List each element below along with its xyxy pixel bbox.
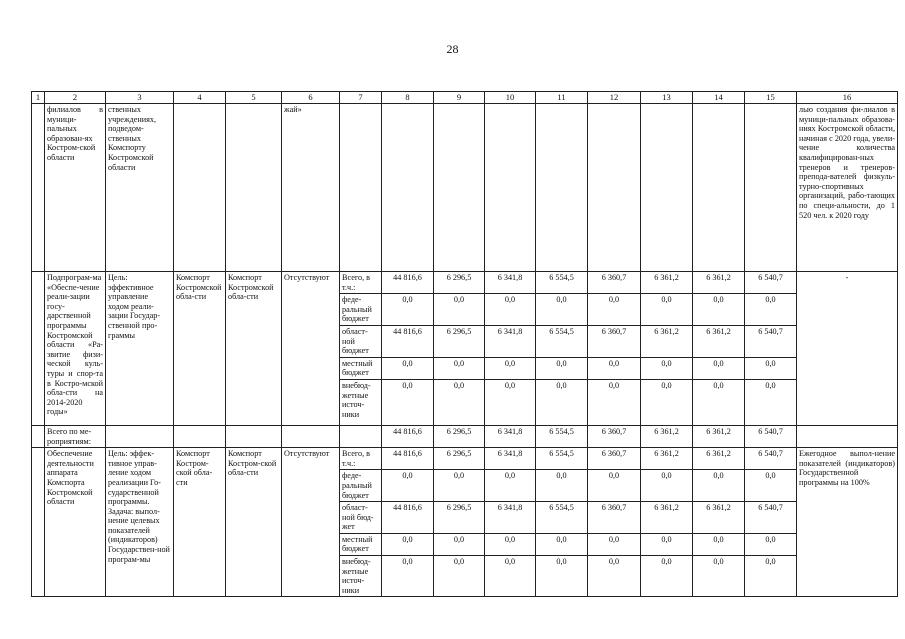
cell-value: 6 296,5 bbox=[434, 448, 485, 470]
cell-value: 6 341,8 bbox=[485, 448, 536, 470]
cell-value: 0,0 bbox=[434, 470, 485, 502]
cell-source: Всего, в т.ч.: bbox=[340, 272, 382, 294]
cell-source: внебюд-жетные источ-ники bbox=[340, 379, 382, 425]
cell-value: 0,0 bbox=[536, 357, 588, 379]
cell-value: 6 341,8 bbox=[485, 425, 536, 447]
column-number: 9 bbox=[434, 92, 485, 104]
cell-goal: Цель: эффективное управление ходом реали-зации Государ-ственной про-граммы bbox=[106, 272, 174, 426]
column-number: 12 bbox=[588, 92, 641, 104]
column-number: 2 bbox=[45, 92, 106, 104]
cell-value: 0,0 bbox=[485, 379, 536, 425]
cell-value: 44 816,6 bbox=[382, 502, 434, 534]
table-row bbox=[32, 448, 898, 470]
cell-value: 0,0 bbox=[641, 379, 693, 425]
table-row bbox=[32, 104, 898, 272]
cell-value: 0,0 bbox=[693, 470, 745, 502]
cell-value: 0,0 bbox=[588, 533, 641, 555]
cell-value: 6 554,5 bbox=[536, 325, 588, 357]
cell-value: 0,0 bbox=[693, 294, 745, 326]
cell-value: 6 540,7 bbox=[745, 502, 797, 534]
cell-value: 6 361,2 bbox=[641, 425, 693, 447]
cell-value: 6 341,8 bbox=[485, 272, 536, 294]
column-number: 6 bbox=[282, 92, 340, 104]
cell-value: 0,0 bbox=[745, 294, 797, 326]
cell-value: 0,0 bbox=[745, 379, 797, 425]
cell-value: 0,0 bbox=[485, 470, 536, 502]
cell-value: 0,0 bbox=[434, 379, 485, 425]
program-table bbox=[31, 91, 898, 597]
cell-value: 6 296,5 bbox=[434, 272, 485, 294]
cell-value: 0,0 bbox=[382, 556, 434, 597]
cell-value: 0,0 bbox=[745, 556, 797, 597]
cell-value: 0,0 bbox=[641, 294, 693, 326]
cell-value: 0,0 bbox=[382, 357, 434, 379]
cell-source: местный бюджет bbox=[340, 533, 382, 555]
cell-value: 0,0 bbox=[536, 556, 588, 597]
cell-value: 0,0 bbox=[382, 470, 434, 502]
cell-activity: Обеспечение деятельности аппарата Комспорта Костромской области bbox=[45, 448, 106, 597]
column-number: 1 bbox=[32, 92, 45, 104]
cell-value: 44 816,6 bbox=[382, 425, 434, 447]
cell-activity: Подпрограм-ма «Обеспе-чение реали-зации госу-дарственной программы Костромской области «Ра-звитие физи-ческой куль-туры и спор-та в Костро-мской обла-сти на 2014-2020 годы» bbox=[45, 272, 106, 426]
cell-activity: филиалов в муници-пальных образован-ях Костром-ской области bbox=[45, 104, 106, 272]
cell-value: 6 360,7 bbox=[588, 272, 641, 294]
cell-executor: Комспорт Костром-ской обла-сти bbox=[174, 448, 226, 597]
cell-value: 0,0 bbox=[745, 533, 797, 555]
column-number: 13 bbox=[641, 92, 693, 104]
column-number: 7 bbox=[340, 92, 382, 104]
cell-value: 6 296,5 bbox=[434, 425, 485, 447]
cell-value: 6 540,7 bbox=[745, 325, 797, 357]
cell-value: 0,0 bbox=[434, 294, 485, 326]
cell-value: 6 341,8 bbox=[485, 325, 536, 357]
cell-value: 6 361,2 bbox=[641, 502, 693, 534]
cell-value: 0,0 bbox=[485, 556, 536, 597]
cell-value: 6 361,2 bbox=[693, 425, 745, 447]
cell-value: 0,0 bbox=[745, 470, 797, 502]
column-number: 11 bbox=[536, 92, 588, 104]
cell-value: 6 361,2 bbox=[693, 502, 745, 534]
cell-value: 0,0 bbox=[434, 556, 485, 597]
cell-value: 0,0 bbox=[745, 357, 797, 379]
cell-value: 0,0 bbox=[536, 294, 588, 326]
cell-value: 6 554,5 bbox=[536, 448, 588, 470]
column-number: 4 bbox=[174, 92, 226, 104]
cell-value: 6 540,7 bbox=[745, 448, 797, 470]
cell-source: феде-ральный бюджет bbox=[340, 294, 382, 326]
cell-value: 6 296,5 bbox=[434, 325, 485, 357]
cell-source: феде-ральный бюджет bbox=[340, 470, 382, 502]
column-number: 3 bbox=[106, 92, 174, 104]
cell-value: 6 554,5 bbox=[536, 272, 588, 294]
cell-value: 0,0 bbox=[641, 470, 693, 502]
page-number: 28 bbox=[446, 42, 459, 56]
cell-value: 0,0 bbox=[588, 379, 641, 425]
cell-value: 0,0 bbox=[536, 470, 588, 502]
cell-value: 0,0 bbox=[382, 533, 434, 555]
table-row bbox=[32, 272, 898, 294]
cell-source: област-ной бюд-жет bbox=[340, 502, 382, 534]
cell-value: 0,0 bbox=[588, 556, 641, 597]
cell-risks: жай» bbox=[282, 104, 340, 272]
column-number: 16 bbox=[797, 92, 898, 104]
cell-value: 0,0 bbox=[434, 533, 485, 555]
cell-value: 0,0 bbox=[588, 470, 641, 502]
cell-value: 44 816,6 bbox=[382, 325, 434, 357]
cell-goal: Цель: эффек-тивное управ-ление ходом реализации Го-сударственной программы. Задача: выпол-нение целевых показателей (индикаторов) Государствен-ной програм-мы bbox=[106, 448, 174, 597]
column-number: 15 bbox=[745, 92, 797, 104]
cell-value: 6 540,7 bbox=[745, 272, 797, 294]
cell-goal: ственных учреждениях, подведом-ственных Комспорту Костромской области bbox=[106, 104, 174, 272]
cell-value: 6 540,7 bbox=[745, 425, 797, 447]
column-number: 5 bbox=[226, 92, 282, 104]
cell-participant: Комспорт Костром-ской обла-сти bbox=[226, 448, 282, 597]
cell-value: 6 361,2 bbox=[693, 325, 745, 357]
cell-value: 0,0 bbox=[382, 294, 434, 326]
total-row bbox=[32, 425, 898, 447]
cell-value: 0,0 bbox=[536, 379, 588, 425]
cell-source: местный бюджет bbox=[340, 357, 382, 379]
cell-value: 44 816,6 bbox=[382, 448, 434, 470]
column-number-row bbox=[32, 92, 898, 104]
cell-source: Всего, в т.ч.: bbox=[340, 448, 382, 470]
cell-value: 6 554,5 bbox=[536, 502, 588, 534]
cell-value: 0,0 bbox=[485, 533, 536, 555]
cell-value: 0,0 bbox=[693, 533, 745, 555]
cell-value: 6 360,7 bbox=[588, 425, 641, 447]
cell-value: 44 816,6 bbox=[382, 272, 434, 294]
cell-participant: Комспорт Костромской обла-сти bbox=[226, 272, 282, 426]
cell-risks: Отсутствуют bbox=[282, 272, 340, 426]
cell-value: 0,0 bbox=[693, 379, 745, 425]
cell-value: 6 360,7 bbox=[588, 448, 641, 470]
cell-value: 6 361,2 bbox=[641, 325, 693, 357]
cell-value: 0,0 bbox=[588, 357, 641, 379]
cell-value: 6 361,2 bbox=[641, 272, 693, 294]
total-label: Всего по ме-роприятиям: bbox=[45, 425, 106, 447]
cell-value: 6 361,2 bbox=[693, 448, 745, 470]
cell-value: 6 361,2 bbox=[641, 448, 693, 470]
cell-result: лью создания фи-лиалов в муници-пальных образова-ниях Костромской области, начиная с 2020 года, увели-чение количества квалифицирован-ных тренеров и тренеров-препода-вателей физкуль-турно-спортивных организаций, рабо-тающих по специ-альности, до 1 520 чел. к 2020 году bbox=[797, 104, 898, 272]
cell-result: - bbox=[797, 272, 898, 426]
cell-value: 6 341,8 bbox=[485, 502, 536, 534]
cell-value: 0,0 bbox=[485, 357, 536, 379]
cell-risks: Отсутствуют bbox=[282, 448, 340, 597]
cell-value: 6 296,5 bbox=[434, 502, 485, 534]
cell-value: 0,0 bbox=[693, 357, 745, 379]
column-number: 10 bbox=[485, 92, 536, 104]
cell-value: 0,0 bbox=[536, 533, 588, 555]
cell-result: Ежегодное выпол-нение показателей (индикаторов) Государственной программы на 100% bbox=[797, 448, 898, 597]
column-number: 8 bbox=[382, 92, 434, 104]
cell-value: 6 554,5 bbox=[536, 425, 588, 447]
cell-value: 0,0 bbox=[693, 556, 745, 597]
cell-value: 0,0 bbox=[641, 533, 693, 555]
cell-value: 6 360,7 bbox=[588, 502, 641, 534]
cell-executor: Комспорт Костромской обла-сти bbox=[174, 272, 226, 426]
cell-value: 0,0 bbox=[382, 379, 434, 425]
cell-source: област-ной бюджет bbox=[340, 325, 382, 357]
cell-value: 0,0 bbox=[588, 294, 641, 326]
cell-source: внебюд-жетные источ-ники bbox=[340, 556, 382, 597]
cell-value: 0,0 bbox=[434, 357, 485, 379]
cell-value: 6 360,7 bbox=[588, 325, 641, 357]
column-number: 14 bbox=[693, 92, 745, 104]
cell-value: 0,0 bbox=[641, 357, 693, 379]
cell-value: 0,0 bbox=[485, 294, 536, 326]
cell-value: 6 361,2 bbox=[693, 272, 745, 294]
cell-value: 0,0 bbox=[641, 556, 693, 597]
